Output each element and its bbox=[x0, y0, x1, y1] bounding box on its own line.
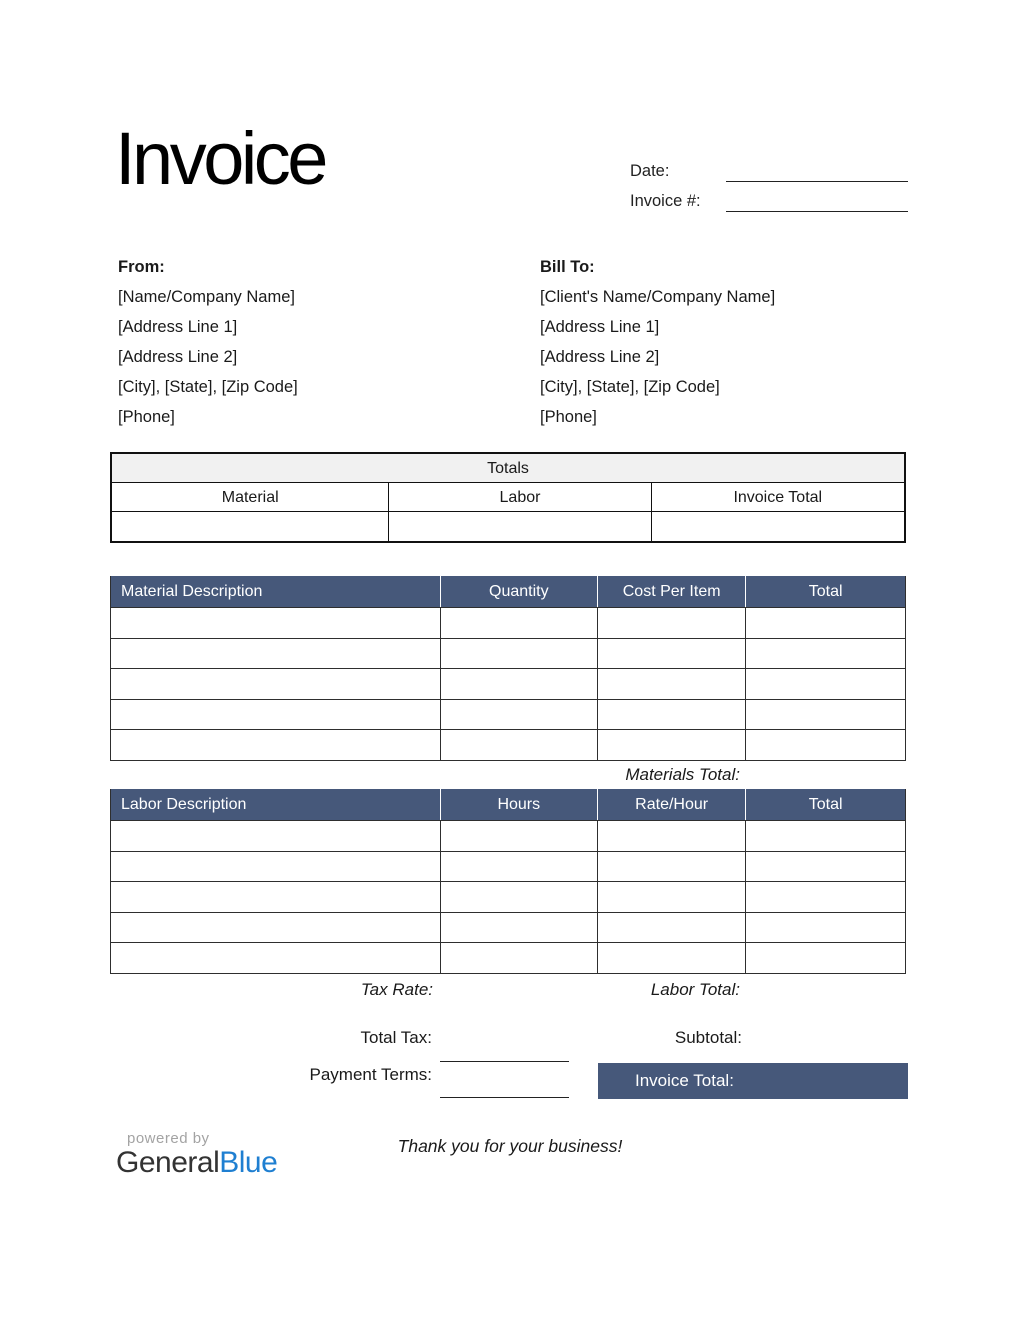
from-name-line: [Name/Company Name] bbox=[118, 288, 295, 306]
materials-row bbox=[111, 699, 905, 730]
materials-table bbox=[110, 576, 906, 761]
labor-table bbox=[110, 789, 906, 974]
materials-quantity-cell[interactable] bbox=[440, 668, 597, 699]
labor-rate-cell[interactable] bbox=[597, 942, 745, 973]
totals-table-value-row bbox=[112, 512, 904, 541]
page-title: Invoice bbox=[115, 117, 325, 200]
materials-total-cell[interactable] bbox=[745, 668, 905, 699]
materials-description-cell[interactable] bbox=[111, 699, 440, 730]
labor-table-header bbox=[111, 789, 905, 820]
invoice-number-label: Invoice #: bbox=[630, 192, 701, 210]
from-address-line-1: [Address Line 1] bbox=[118, 318, 238, 336]
labor-hours-cell[interactable] bbox=[440, 942, 597, 973]
materials-row bbox=[111, 668, 905, 699]
date-input-line[interactable] bbox=[726, 156, 908, 182]
materials-description-cell[interactable] bbox=[111, 607, 440, 638]
labor-row bbox=[111, 912, 905, 943]
materials-cost-cell[interactable] bbox=[597, 638, 745, 669]
materials-description-cell[interactable] bbox=[111, 638, 440, 669]
date-field-row bbox=[630, 156, 908, 182]
totals-invoice-total-value-cell[interactable] bbox=[651, 512, 904, 541]
labor-total-cell[interactable] bbox=[745, 820, 905, 851]
materials-total-cell[interactable] bbox=[745, 607, 905, 638]
labor-description-cell[interactable] bbox=[111, 851, 440, 882]
invoice-total-label: Invoice Total: bbox=[635, 1071, 734, 1090]
totals-table bbox=[110, 452, 906, 543]
materials-total-cell[interactable] bbox=[745, 729, 905, 760]
from-label: From: bbox=[118, 258, 165, 276]
labor-description-cell[interactable] bbox=[111, 942, 440, 973]
bill-to-address-block bbox=[540, 252, 775, 432]
bill-to-address-line-2: [Address Line 2] bbox=[540, 348, 660, 366]
materials-cost-cell[interactable] bbox=[597, 607, 745, 638]
thank-you-message: Thank you for your business! bbox=[397, 1136, 623, 1156]
labor-header-rate-per-hour: Rate/Hour bbox=[597, 789, 745, 820]
materials-quantity-cell[interactable] bbox=[440, 699, 597, 730]
labor-description-cell[interactable] bbox=[111, 820, 440, 851]
labor-hours-cell[interactable] bbox=[440, 820, 597, 851]
labor-rate-cell[interactable] bbox=[597, 881, 745, 912]
totals-material-value-cell[interactable] bbox=[112, 512, 388, 541]
materials-cost-cell[interactable] bbox=[597, 729, 745, 760]
materials-quantity-cell[interactable] bbox=[440, 607, 597, 638]
labor-row bbox=[111, 820, 905, 851]
materials-total-cell[interactable] bbox=[745, 699, 905, 730]
labor-header-description: Labor Description bbox=[121, 796, 247, 813]
labor-total-cell[interactable] bbox=[745, 881, 905, 912]
tax-rate-label: Tax Rate: bbox=[360, 980, 433, 999]
labor-rate-cell[interactable] bbox=[597, 820, 745, 851]
powered-by-text: powered by bbox=[127, 1130, 210, 1147]
total-tax-input-line[interactable] bbox=[440, 1040, 569, 1062]
totals-table-title: Totals bbox=[112, 454, 904, 483]
bill-to-label: Bill To: bbox=[540, 258, 595, 276]
invoice-total-bar bbox=[598, 1063, 908, 1099]
materials-description-cell[interactable] bbox=[111, 729, 440, 760]
logo-general-text: General bbox=[116, 1146, 220, 1179]
labor-row bbox=[111, 942, 905, 973]
from-phone-line: [Phone] bbox=[118, 408, 175, 426]
labor-hours-cell[interactable] bbox=[440, 912, 597, 943]
labor-total-cell[interactable] bbox=[745, 942, 905, 973]
total-tax-label: Total Tax: bbox=[360, 1028, 432, 1047]
labor-hours-cell[interactable] bbox=[440, 851, 597, 882]
from-address-block bbox=[118, 252, 298, 432]
totals-header-invoice-total: Invoice Total bbox=[651, 483, 904, 512]
invoice-number-input-line[interactable] bbox=[726, 186, 908, 212]
materials-header-total: Total bbox=[745, 576, 905, 607]
payment-terms-label: Payment Terms: bbox=[309, 1065, 432, 1084]
labor-header-total: Total bbox=[745, 789, 905, 820]
logo-blue-text: Blue bbox=[219, 1146, 278, 1179]
labor-total-cell[interactable] bbox=[745, 912, 905, 943]
labor-row bbox=[111, 851, 905, 882]
totals-header-labor: Labor bbox=[388, 483, 650, 512]
payment-terms-input-line[interactable] bbox=[440, 1076, 569, 1098]
materials-total-cell[interactable] bbox=[745, 638, 905, 669]
from-address-line-2: [Address Line 2] bbox=[118, 348, 238, 366]
totals-table-header-row bbox=[112, 483, 904, 512]
labor-row bbox=[111, 881, 905, 912]
from-city-line: [City], [State], [Zip Code] bbox=[118, 378, 298, 396]
bill-to-address-line-1: [Address Line 1] bbox=[540, 318, 660, 336]
materials-cost-cell[interactable] bbox=[597, 668, 745, 699]
labor-total-cell[interactable] bbox=[745, 851, 905, 882]
date-label: Date: bbox=[630, 162, 670, 180]
materials-total-label: Materials Total: bbox=[625, 765, 740, 784]
totals-header-material: Material bbox=[112, 483, 388, 512]
materials-header-description: Material Description bbox=[121, 583, 263, 600]
bill-to-city-line: [City], [State], [Zip Code] bbox=[540, 378, 720, 396]
labor-total-label: Labor Total: bbox=[650, 980, 740, 999]
bill-to-phone-line: [Phone] bbox=[540, 408, 597, 426]
materials-row bbox=[111, 638, 905, 669]
materials-table-header bbox=[111, 576, 905, 607]
labor-description-cell[interactable] bbox=[111, 881, 440, 912]
labor-description-cell[interactable] bbox=[111, 912, 440, 943]
totals-labor-value-cell[interactable] bbox=[388, 512, 650, 541]
labor-hours-cell[interactable] bbox=[440, 881, 597, 912]
labor-rate-cell[interactable] bbox=[597, 912, 745, 943]
invoice-number-field-row bbox=[630, 186, 908, 212]
materials-quantity-cell[interactable] bbox=[440, 729, 597, 760]
subtotal-label: Subtotal: bbox=[674, 1028, 742, 1047]
labor-header-hours: Hours bbox=[440, 789, 597, 820]
materials-header-cost-per-item: Cost Per Item bbox=[597, 576, 745, 607]
materials-description-cell[interactable] bbox=[111, 668, 440, 699]
materials-quantity-cell[interactable] bbox=[440, 638, 597, 669]
labor-rate-cell[interactable] bbox=[597, 851, 745, 882]
materials-row bbox=[111, 607, 905, 638]
materials-cost-cell[interactable] bbox=[597, 699, 745, 730]
bill-to-name-line: [Client's Name/Company Name] bbox=[540, 288, 776, 306]
materials-header-quantity: Quantity bbox=[440, 576, 597, 607]
materials-row bbox=[111, 729, 905, 760]
